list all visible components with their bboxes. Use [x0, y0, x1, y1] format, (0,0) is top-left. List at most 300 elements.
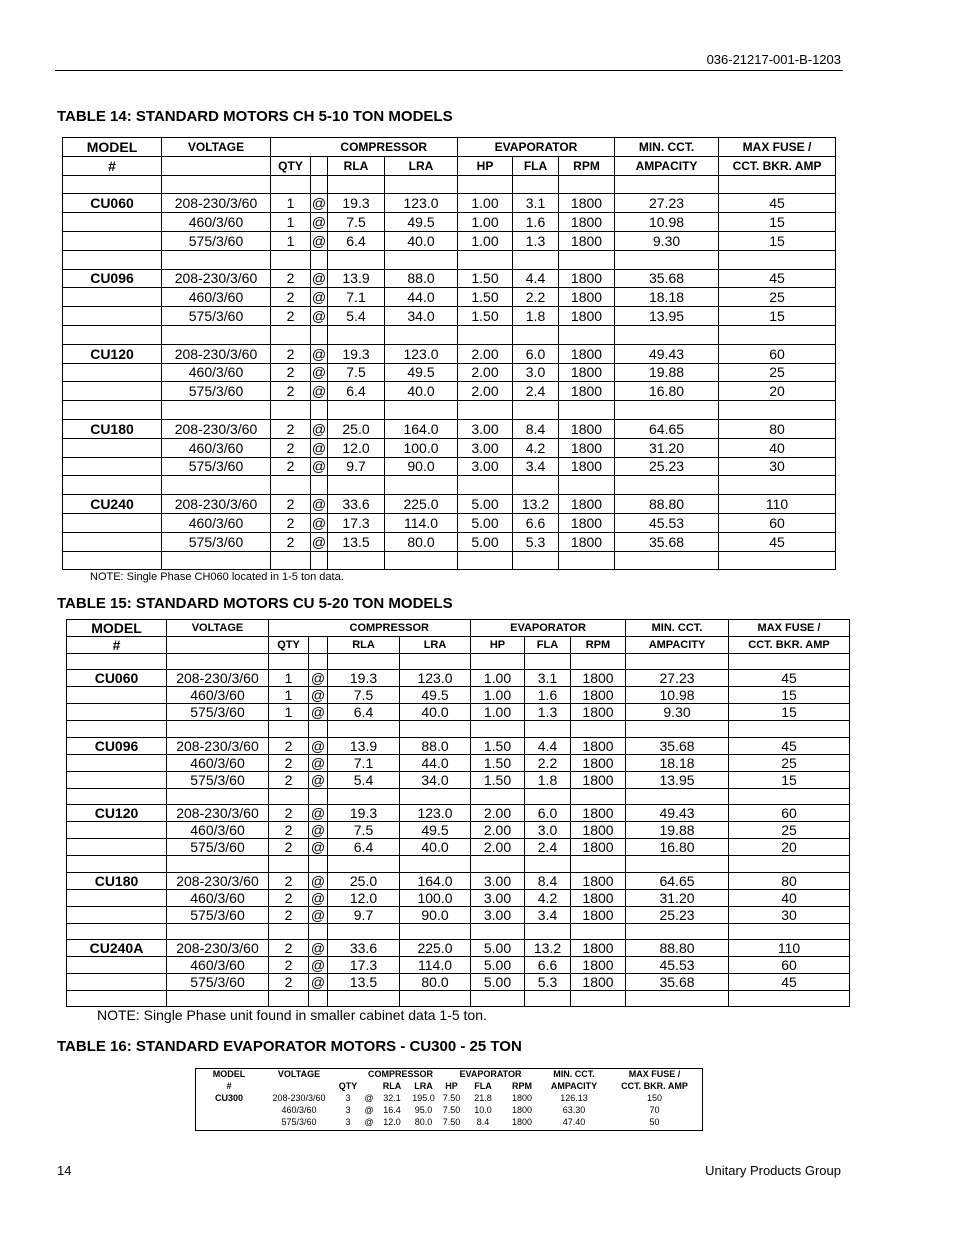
blank-cell [559, 175, 615, 194]
model-cell: CU060 [63, 194, 162, 213]
lra-cell: 40.0 [385, 231, 458, 250]
lra-cell: 40.0 [385, 382, 458, 401]
at-cell: @ [309, 687, 328, 704]
rla-cell: 9.7 [328, 906, 400, 923]
model-cell-blank [67, 704, 167, 721]
blank-cell [63, 401, 162, 420]
ampacity-cell: 13.95 [615, 307, 719, 326]
blank-cell [311, 401, 328, 420]
spacer-row [67, 654, 850, 670]
ampacity-cell: 88.80 [626, 939, 729, 956]
rpm-cell: 1800 [571, 771, 626, 788]
blank-cell [67, 654, 167, 670]
fla-header: FLA [525, 637, 571, 654]
spacer-row [63, 250, 836, 269]
rpm-cell: 1800 [571, 939, 626, 956]
model-cell-blank [63, 213, 162, 232]
ampacity-cell: 27.23 [626, 670, 729, 687]
fla-cell: 3.1 [525, 670, 571, 687]
voltage-cell: 575/3/60 [167, 973, 269, 990]
blank-cell [271, 401, 311, 420]
fla-cell: 3.4 [525, 906, 571, 923]
fla-cell: 6.0 [525, 805, 571, 822]
rpm-cell: 1800 [559, 457, 615, 476]
at-cell: @ [309, 889, 328, 906]
qty-cell: 3 [345, 1117, 351, 1127]
at-cell: @ [311, 420, 327, 437]
blank-cell [385, 401, 458, 420]
model-cell-blank [67, 754, 167, 771]
voltage-cell: 208-230/3/60 [162, 269, 271, 288]
qty-cell: 2 [271, 269, 311, 288]
rla-cell: 13.5 [328, 973, 400, 990]
ampacity-cell: 16.80 [626, 839, 729, 856]
table-row [67, 754, 850, 771]
cct-bkr-amp-header: CCT. BKR. AMP [729, 637, 850, 654]
max-fuse-cell: 60 [729, 956, 850, 973]
hp-cell: 5.00 [458, 513, 513, 532]
table-15-title: TABLE 15: STANDARD MOTORS CU 5-20 TON MODELS [57, 595, 453, 612]
at-cell: @ [311, 364, 327, 381]
qty-cell: 2 [269, 822, 309, 839]
qty-cell: 2 [269, 754, 309, 771]
model-cell-blank [63, 382, 162, 401]
rla-cell: 25.0 [328, 872, 400, 889]
blank-cell [309, 923, 328, 939]
blank-cell [162, 401, 271, 420]
max-fuse-cell: 15 [719, 213, 836, 232]
table-row [67, 889, 850, 906]
at-cell: @ [311, 345, 327, 362]
rla-cell: 12.0 [328, 889, 400, 906]
rla-cell: 33.6 [328, 939, 400, 956]
compressor-header: COMPRESSOR [311, 138, 458, 157]
hp-cell: 2.00 [458, 363, 513, 382]
max-fuse-cell: 80 [719, 419, 836, 438]
ampacity-cell: 35.68 [615, 269, 719, 288]
rla-cell: 33.6 [328, 495, 385, 514]
hp-cell: 5.00 [471, 956, 525, 973]
fla-cell: 4.4 [513, 269, 559, 288]
ampacity-cell: 16.80 [615, 382, 719, 401]
fla-cell: 8.4 [476, 1117, 490, 1127]
table-row [67, 956, 850, 973]
blank-cell [719, 551, 836, 570]
qty-cell: 1 [269, 670, 309, 687]
max-fuse-cell: 50 [649, 1117, 660, 1127]
qty-header-blank [269, 620, 309, 637]
at-header-blank [361, 1080, 377, 1092]
max-fuse-cell: 15 [719, 231, 836, 250]
blank-cell [513, 250, 559, 269]
ampacity-cell: 35.68 [615, 532, 719, 551]
blank-cell [559, 250, 615, 269]
voltage-cell: 460/3/60 [167, 687, 269, 704]
blank-cell [571, 990, 626, 1006]
blank-cell [513, 325, 559, 344]
model-hash-header: # [226, 1081, 232, 1091]
table-15-note: NOTE: Single Phase unit found in smaller cabinet data 1-5 ton. [97, 1007, 487, 1023]
fla-cell: 3.1 [513, 194, 559, 213]
blank-cell [309, 654, 328, 670]
voltage-cell: 460/3/60 [167, 889, 269, 906]
table-row [195, 1104, 702, 1116]
at-cell: @ [309, 973, 328, 990]
max-fuse-cell: 20 [719, 382, 836, 401]
qty-cell: 2 [269, 872, 309, 889]
table-row [67, 906, 850, 923]
blank-cell [719, 476, 836, 495]
table-row [67, 805, 850, 822]
blank-cell [63, 175, 162, 194]
blank-cell [385, 551, 458, 570]
blank-cell [400, 721, 471, 737]
model-cell-blank [67, 889, 167, 906]
rpm-header: RPM [559, 156, 615, 175]
qty-cell: 2 [269, 973, 309, 990]
blank-cell [328, 721, 400, 737]
blank-cell [328, 250, 385, 269]
blank-cell [471, 654, 525, 670]
ampacity-cell: 47.40 [562, 1117, 586, 1127]
hp-cell: 7.50 [442, 1093, 461, 1103]
blank-cell [400, 654, 471, 670]
subheader-row [67, 637, 850, 654]
hp-cell: 1.00 [471, 704, 525, 721]
max-fuse-cell: 25 [729, 754, 850, 771]
blank-cell [328, 551, 385, 570]
model-cell-blank [195, 1116, 263, 1128]
spacer-row [67, 923, 850, 939]
table-row [63, 419, 836, 438]
qty-cell: 3 [345, 1105, 351, 1115]
rpm-cell: 1800 [559, 307, 615, 326]
at-cell: @ [311, 439, 327, 456]
blank-cell [328, 476, 385, 495]
qty-cell: 2 [271, 344, 311, 363]
model-cell-blank [195, 1104, 263, 1116]
blank-cell [63, 325, 162, 344]
blank-cell [513, 551, 559, 570]
qty-cell: 2 [271, 513, 311, 532]
lra-cell: 164.0 [385, 419, 458, 438]
fla-cell: 6.0 [513, 344, 559, 363]
voltage-cell: 575/3/60 [167, 839, 269, 856]
blank-cell [719, 401, 836, 420]
table-row [67, 839, 850, 856]
hp-header: HP [471, 637, 525, 654]
hp-cell: 1.00 [458, 194, 513, 213]
lra-cell: 90.0 [400, 906, 471, 923]
table-row [67, 704, 850, 721]
table-row [67, 822, 850, 839]
rla-cell: 7.1 [328, 288, 385, 307]
lra-cell: 164.0 [400, 872, 471, 889]
blank-cell [67, 923, 167, 939]
table-row [63, 495, 836, 514]
fla-cell: 1.3 [525, 704, 571, 721]
blank-cell [525, 856, 571, 872]
blank-cell [615, 175, 719, 194]
model-cell-blank [67, 839, 167, 856]
voltage-cell: 460/3/60 [167, 754, 269, 771]
max-fuse-cell: 60 [719, 344, 836, 363]
page-number: 14 [57, 1163, 72, 1178]
blank-cell [63, 551, 162, 570]
model-cell: CU180 [67, 872, 167, 889]
qty-cell: 2 [271, 363, 311, 382]
blank-cell [269, 654, 309, 670]
lra-cell: 80.0 [400, 973, 471, 990]
rla-header: RLA [328, 637, 400, 654]
document-number: 036-21217-001-B-1203 [706, 52, 841, 67]
blank-cell [458, 250, 513, 269]
spacer-row [63, 175, 836, 194]
model-cell-blank [67, 956, 167, 973]
voltage-header: VOLTAGE [167, 620, 269, 637]
blank-cell [615, 551, 719, 570]
rla-cell: 7.5 [328, 822, 400, 839]
fla-cell: 3.4 [513, 457, 559, 476]
fla-cell: 2.4 [513, 382, 559, 401]
lra-cell: 40.0 [400, 704, 471, 721]
lra-cell: 95.0 [414, 1105, 433, 1115]
hp-cell: 3.00 [458, 457, 513, 476]
blank-cell [525, 788, 571, 804]
rla-cell: 25.0 [328, 419, 385, 438]
header-row [67, 620, 850, 637]
blank-cell [162, 250, 271, 269]
blank-cell [525, 990, 571, 1006]
hp-cell: 1.00 [458, 213, 513, 232]
voltage-cell: 208-230/3/60 [162, 194, 271, 213]
lra-cell: 195.0 [412, 1093, 435, 1103]
voltage-header: VOLTAGE [162, 138, 271, 157]
table-row [67, 670, 850, 687]
ampacity-cell: 45.53 [626, 956, 729, 973]
cct-bkr-amp-header: CCT. BKR. AMP [719, 156, 836, 175]
hp-cell: 5.00 [458, 495, 513, 514]
table-14-note: NOTE: Single Phase CH060 located in 1-5 ton data. [90, 571, 344, 583]
ampacity-cell: 18.18 [626, 754, 729, 771]
rpm-cell: 1800 [559, 269, 615, 288]
table-14-title: TABLE 14: STANDARD MOTORS CH 5-10 TON MODELS [57, 108, 453, 125]
hp-cell: 1.00 [471, 670, 525, 687]
table-row [63, 231, 836, 250]
ampacity-cell: 45.53 [615, 513, 719, 532]
rpm-header: RPM [571, 637, 626, 654]
table-16 [195, 1068, 702, 1128]
rla-cell: 13.9 [328, 269, 385, 288]
fla-cell: 8.4 [525, 872, 571, 889]
blank-cell [328, 856, 400, 872]
blank-cell [615, 476, 719, 495]
voltage-subheader-blank [263, 1080, 335, 1092]
blank-cell [309, 721, 328, 737]
blank-cell [719, 175, 836, 194]
blank-cell [626, 721, 729, 737]
fla-cell: 4.2 [513, 438, 559, 457]
blank-cell [729, 990, 850, 1006]
table-row [63, 269, 836, 288]
hp-cell: 5.00 [471, 939, 525, 956]
model-cell: CU300 [214, 1093, 243, 1103]
blank-cell [271, 250, 311, 269]
at-cell: @ [364, 1105, 374, 1115]
lra-cell: 34.0 [385, 307, 458, 326]
blank-cell [271, 325, 311, 344]
spacer-row [63, 401, 836, 420]
fla-header: FLA [513, 156, 559, 175]
blank-cell [571, 654, 626, 670]
blank-cell [471, 923, 525, 939]
cct-bkr-amp-header: CCT. BKR. AMP [621, 1081, 688, 1091]
at-cell: @ [311, 270, 327, 287]
qty-cell: 2 [269, 906, 309, 923]
hp-cell: 1.50 [471, 754, 525, 771]
rla-cell: 7.5 [328, 213, 385, 232]
lra-cell: 49.5 [385, 213, 458, 232]
rpm-cell: 1800 [559, 213, 615, 232]
voltage-cell: 208-230/3/60 [167, 805, 269, 822]
fla-cell: 6.6 [513, 513, 559, 532]
lra-cell: 49.5 [385, 363, 458, 382]
max-fuse-cell: 45 [719, 269, 836, 288]
voltage-cell: 460/3/60 [167, 822, 269, 839]
at-cell: @ [309, 839, 328, 856]
voltage-cell: 460/3/60 [162, 288, 271, 307]
max-fuse-cell: 25 [719, 288, 836, 307]
min-cct-header: MIN. CCT. [615, 138, 719, 157]
table-row [63, 288, 836, 307]
blank-cell [167, 856, 269, 872]
voltage-cell: 460/3/60 [162, 213, 271, 232]
hp-cell: 2.00 [458, 344, 513, 363]
at-header-blank [309, 637, 328, 654]
qty-cell: 2 [271, 457, 311, 476]
voltage-cell: 575/3/60 [281, 1117, 317, 1127]
blank-cell [328, 401, 385, 420]
spacer-row [67, 721, 850, 737]
model-cell-blank [67, 687, 167, 704]
rla-cell: 13.5 [328, 532, 385, 551]
rpm-cell: 1800 [571, 889, 626, 906]
qty-cell: 2 [269, 889, 309, 906]
fla-cell: 21.8 [474, 1093, 492, 1103]
rla-cell: 6.4 [328, 839, 400, 856]
fla-cell: 5.3 [513, 532, 559, 551]
max-fuse-cell: 45 [729, 737, 850, 754]
blank-cell [167, 654, 269, 670]
max-fuse-cell: 40 [729, 889, 850, 906]
max-fuse-cell: 15 [729, 687, 850, 704]
at-cell: @ [311, 458, 327, 475]
voltage-cell: 575/3/60 [167, 704, 269, 721]
blank-cell [63, 250, 162, 269]
blank-cell [513, 476, 559, 495]
table-row [63, 513, 836, 532]
blank-cell [525, 654, 571, 670]
rpm-cell: 1800 [571, 872, 626, 889]
blank-cell [269, 856, 309, 872]
qty-header-blank [335, 1068, 361, 1080]
blank-cell [269, 788, 309, 804]
blank-cell [328, 654, 400, 670]
lra-cell: 88.0 [385, 269, 458, 288]
voltage-cell: 460/3/60 [162, 363, 271, 382]
ampacity-cell: 25.23 [615, 457, 719, 476]
max-fuse-cell: 30 [729, 906, 850, 923]
max-fuse-cell: 60 [719, 513, 836, 532]
fla-cell: 4.2 [525, 889, 571, 906]
blank-cell [63, 476, 162, 495]
table-row [63, 382, 836, 401]
blank-cell [385, 476, 458, 495]
rpm-cell: 1800 [559, 363, 615, 382]
rla-header: RLA [382, 1081, 402, 1091]
blank-cell [571, 856, 626, 872]
hp-cell: 1.50 [471, 737, 525, 754]
at-cell: @ [311, 496, 327, 513]
fla-cell: 1.6 [525, 687, 571, 704]
model-cell: CU180 [63, 419, 162, 438]
table-row [63, 457, 836, 476]
blank-cell [269, 721, 309, 737]
subheader-row [195, 1080, 702, 1092]
spacer-row [67, 856, 850, 872]
fla-header: FLA [474, 1081, 492, 1091]
rla-cell: 19.3 [328, 344, 385, 363]
ampacity-cell: 88.80 [615, 495, 719, 514]
hp-cell: 3.00 [471, 906, 525, 923]
hp-cell: 3.00 [458, 438, 513, 457]
rla-cell: 32.1 [383, 1093, 401, 1103]
blank-cell [626, 856, 729, 872]
blank-cell [162, 325, 271, 344]
rla-cell: 12.0 [383, 1117, 401, 1127]
blank-cell [471, 788, 525, 804]
ampacity-cell: 63.30 [562, 1105, 586, 1115]
voltage-cell: 575/3/60 [162, 382, 271, 401]
table-row [63, 438, 836, 457]
blank-cell [67, 788, 167, 804]
voltage-cell: 208-230/3/60 [162, 419, 271, 438]
ampacity-cell: 10.98 [615, 213, 719, 232]
qty-cell: 2 [269, 956, 309, 973]
lra-cell: 225.0 [385, 495, 458, 514]
model-cell-blank [67, 822, 167, 839]
subheader-row [63, 156, 836, 175]
blank-cell [729, 721, 850, 737]
evaporator-header: EVAPORATOR [458, 138, 615, 157]
model-cell-blank [63, 513, 162, 532]
hp-cell: 1.00 [471, 687, 525, 704]
ampacity-cell: 13.95 [626, 771, 729, 788]
ampacity-cell: 49.43 [615, 344, 719, 363]
max-fuse-cell: 30 [719, 457, 836, 476]
lra-cell: 123.0 [385, 344, 458, 363]
blank-cell [626, 990, 729, 1006]
blank-cell [559, 401, 615, 420]
table-16-title: TABLE 16: STANDARD EVAPORATOR MOTORS - CU300 - 25 TON [57, 1038, 522, 1055]
qty-cell: 1 [269, 704, 309, 721]
hp-cell: 7.50 [442, 1117, 461, 1127]
spacer-row [63, 325, 836, 344]
blank-cell [400, 788, 471, 804]
max-fuse-cell: 110 [719, 495, 836, 514]
model-cell-blank [67, 906, 167, 923]
rla-header: RLA [328, 156, 385, 175]
